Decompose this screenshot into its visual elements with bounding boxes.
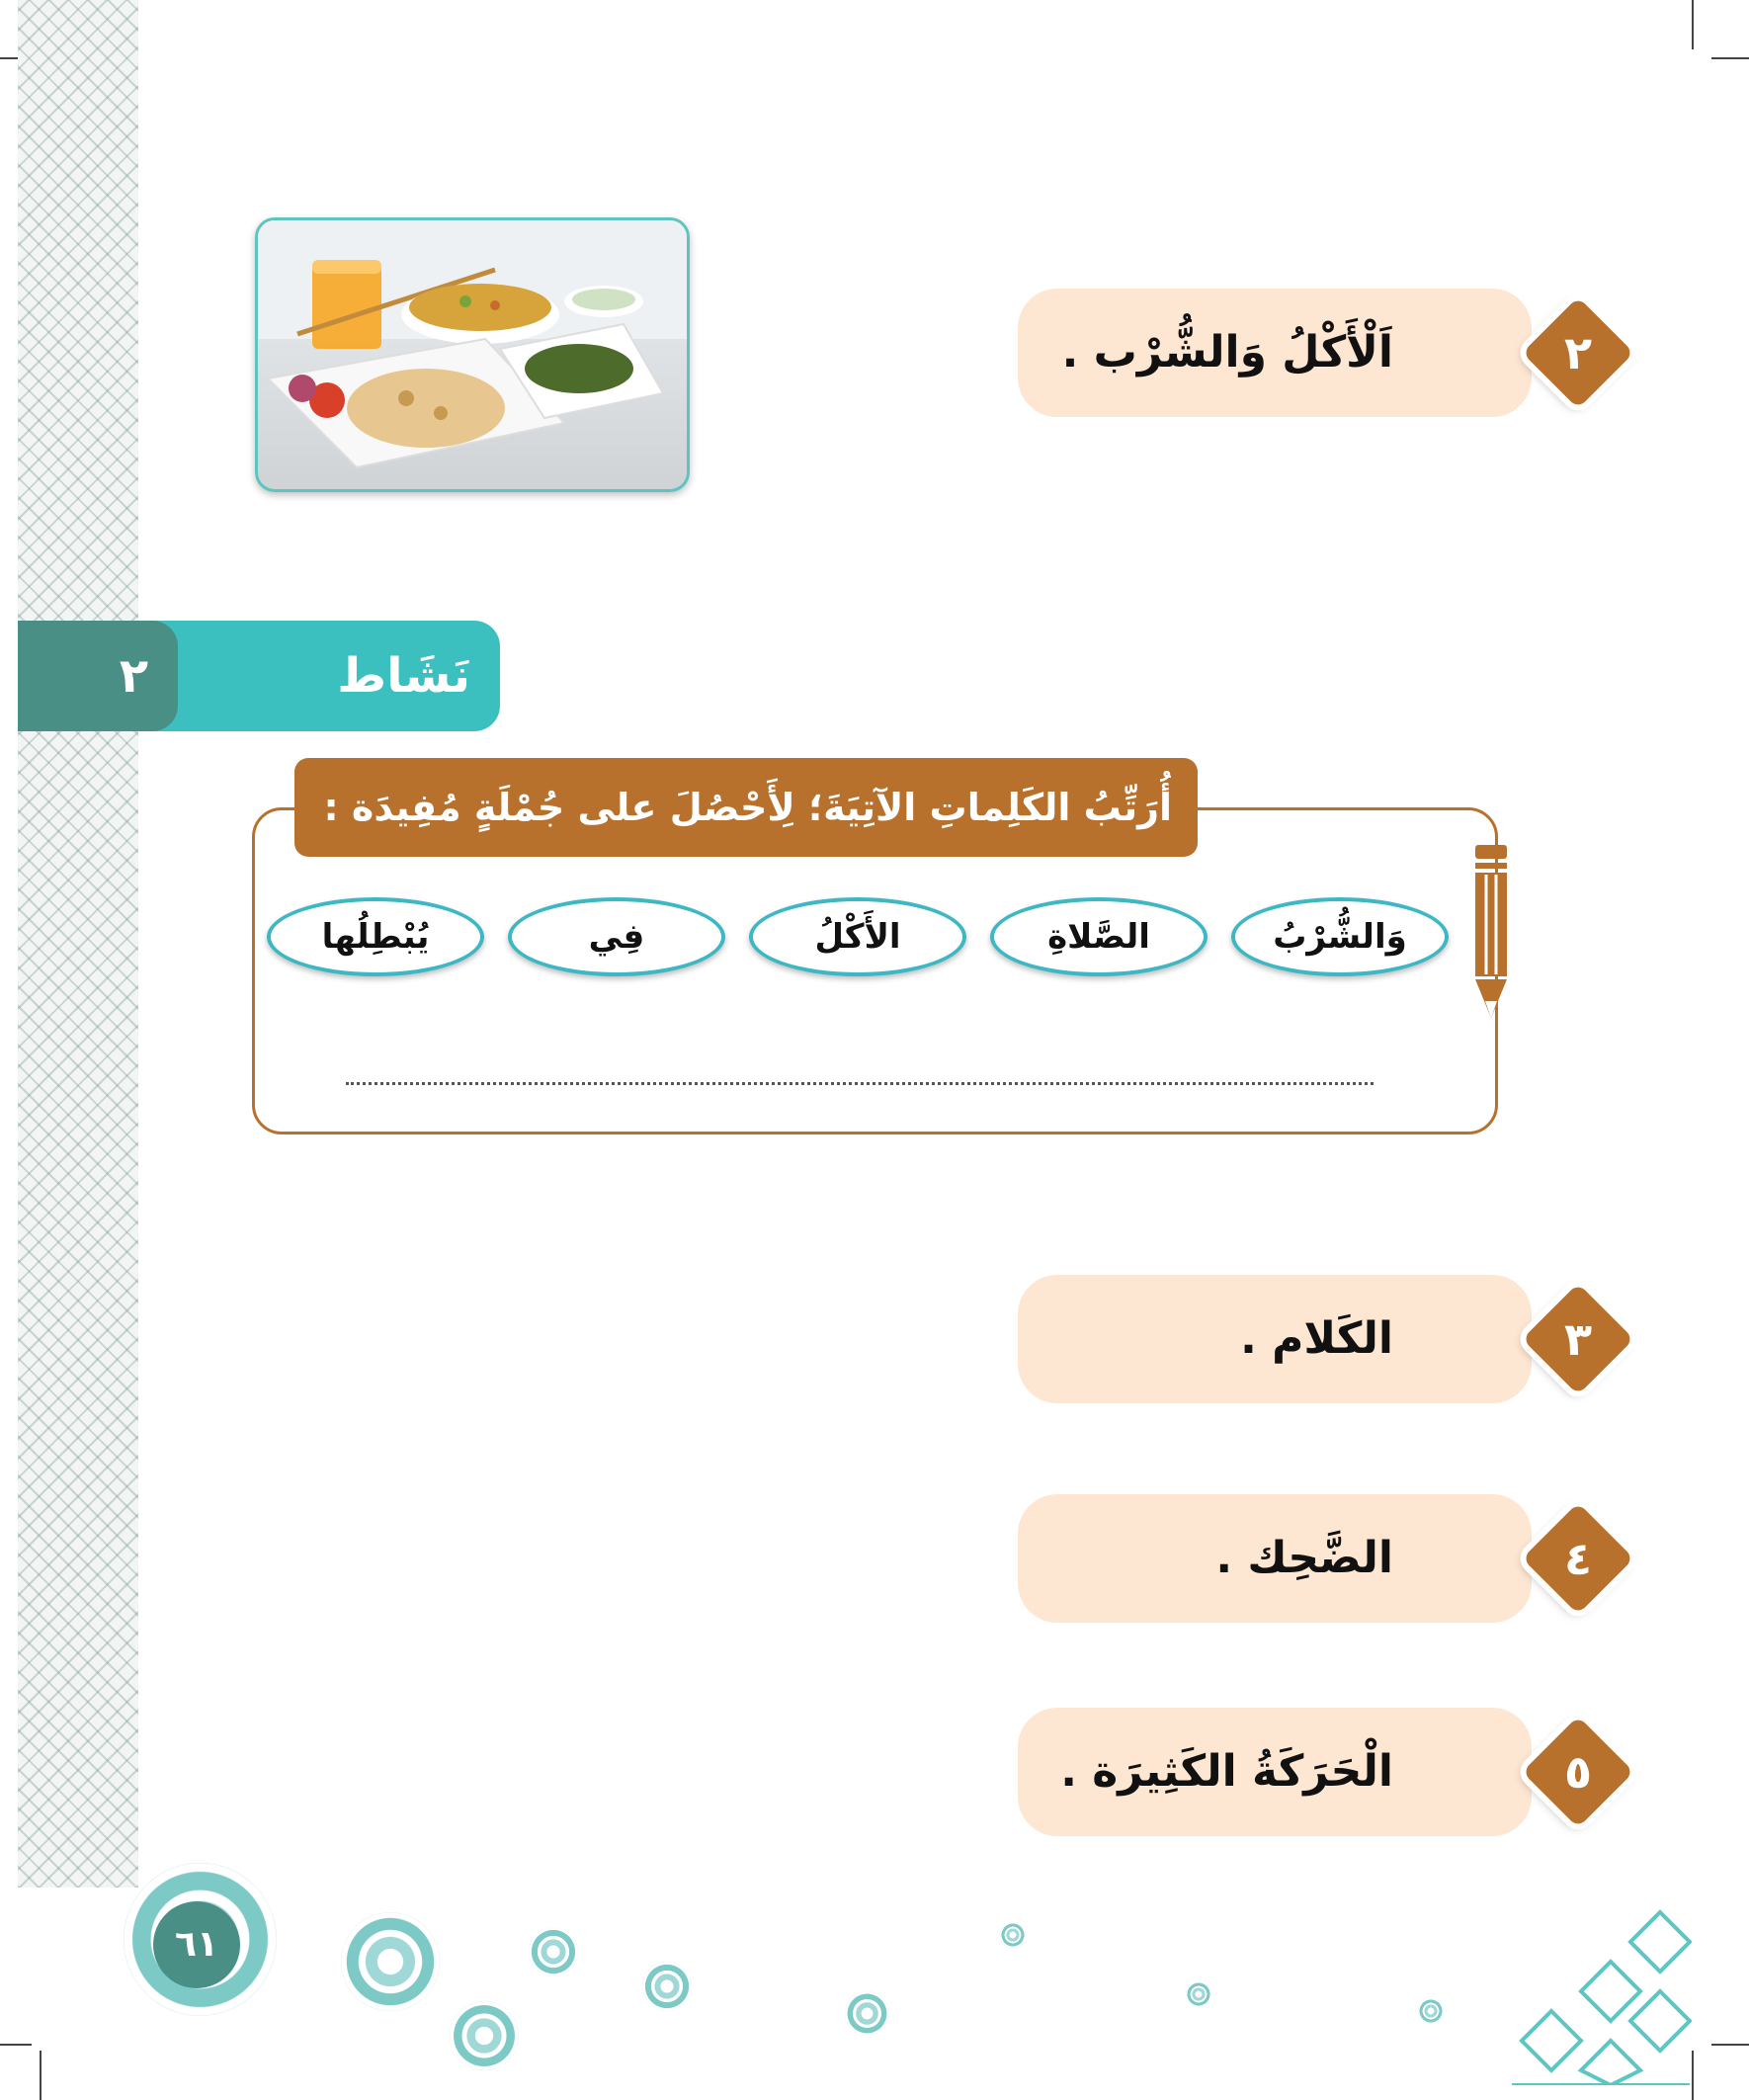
word-chip[interactable]: الصَّلاةِ [990, 897, 1208, 976]
crop-mark [1692, 2051, 1694, 2100]
answer-line[interactable] [346, 1082, 1374, 1085]
number-badge [1524, 1718, 1632, 1826]
crop-mark [1692, 0, 1694, 49]
page-number: ٦١ [153, 1901, 240, 1988]
decorative-flower [1418, 1998, 1444, 2024]
list-item [1018, 1275, 1593, 1403]
number-badge [1524, 1504, 1632, 1613]
decorative-flower [450, 2001, 519, 2070]
decorative-flower [1186, 1981, 1211, 2007]
decorative-flower [642, 1962, 692, 2011]
food-illustration [258, 220, 687, 489]
word-chip[interactable]: فِي [508, 897, 725, 976]
badge-number: ٥ [1563, 1745, 1593, 1799]
badge-number: ٣ [1563, 1312, 1593, 1366]
item-text: الْحَرَكَةُ الكَثِيرَة . [1060, 1746, 1393, 1797]
instruction-text: أُرَتِّبُ الكَلِماتِ الآتِيَةَ؛ لِأَحْصُلَ على جُمْلَةٍ مُفِيدَة : [323, 786, 1172, 829]
crop-mark [40, 2051, 42, 2100]
word-chip[interactable]: يُبْطِلُها [267, 897, 484, 976]
badge-number: ٢ [1563, 326, 1593, 379]
activity-number: ٢ [119, 648, 148, 704]
decorative-flower [529, 1927, 578, 1976]
crop-mark [1711, 2044, 1749, 2046]
food-plate-image [255, 217, 690, 492]
decorative-flower [1000, 1922, 1026, 1948]
crop-mark [1711, 57, 1749, 59]
word-chip[interactable]: وَالشُّرْبُ [1231, 897, 1449, 976]
decorative-flower [341, 1912, 440, 2011]
decorative-flower [845, 1991, 889, 2036]
list-item [1018, 1494, 1593, 1623]
badge-number: ٤ [1563, 1532, 1593, 1585]
item-text: اَلْأَكْلُ وَالشُّرْب . [1061, 327, 1393, 378]
pencil-icon [1469, 845, 1513, 1023]
crop-mark [0, 2044, 32, 2046]
item-text: الكَلام . [1240, 1313, 1393, 1364]
list-item [1018, 1708, 1593, 1836]
decorative-pattern-band [18, 0, 138, 1888]
number-badge [1524, 298, 1632, 407]
instruction-banner [294, 758, 1198, 857]
activity-title: نَشَاط [337, 648, 470, 704]
item-text: الضَّحِك . [1215, 1533, 1393, 1583]
decorative-geometric-pattern [1512, 1902, 1692, 2085]
list-item [1018, 289, 1593, 417]
number-badge [1524, 1285, 1632, 1393]
word-chip[interactable]: الأَكْلُ [749, 897, 966, 976]
activity-number-box [18, 621, 178, 731]
